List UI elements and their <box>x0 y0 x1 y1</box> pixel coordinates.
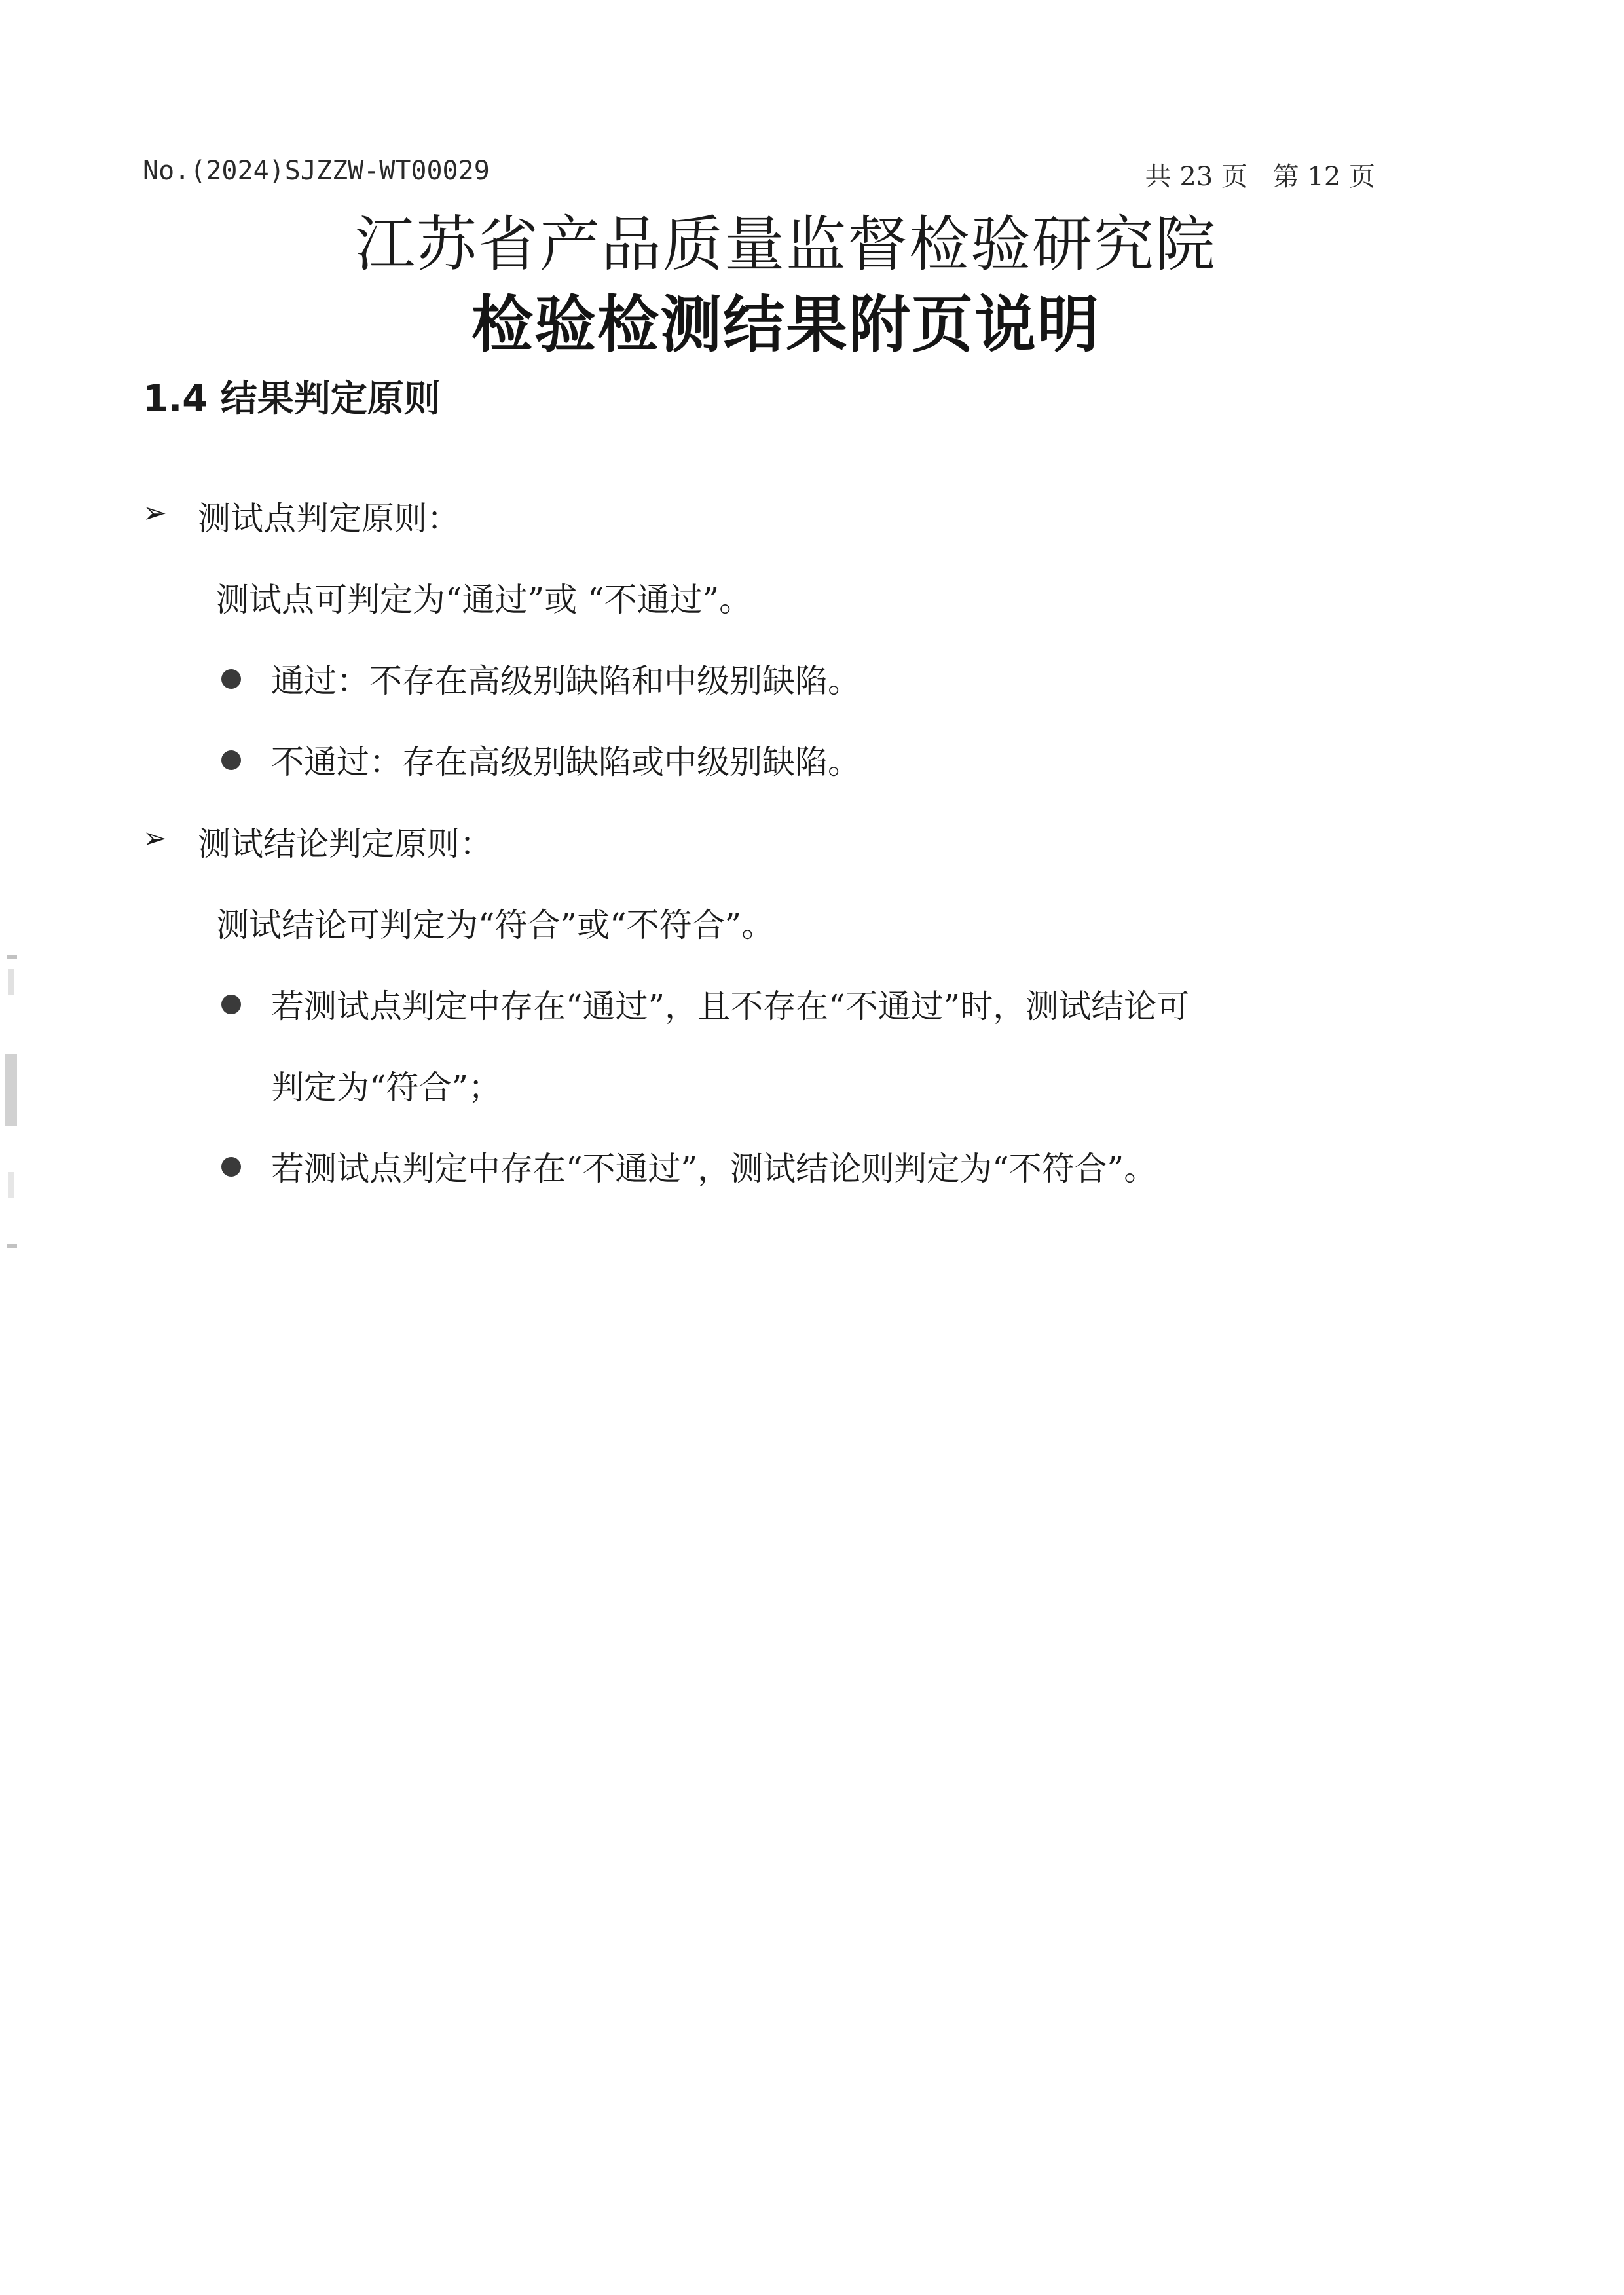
report-number: No.(2024)SJZZW-WT00029 <box>143 156 490 186</box>
rule-group-intro: 测试结论可判定为“符合”或“不符合”。 <box>216 906 775 944</box>
arrow-bullet-icon: ➢ <box>143 496 167 530</box>
bullet-dot-icon <box>221 995 241 1014</box>
bullet-dot-icon <box>221 669 241 689</box>
rule-group-title: 测试结论判定原则： <box>198 825 492 863</box>
page-number: 第 12 页 <box>1272 162 1375 192</box>
total-pages: 共 23 页 <box>1145 162 1247 192</box>
bullet-dot-icon <box>221 750 241 770</box>
rule-bullet: 若测试点判定中存在“不通过”，测试结论则判定为“不符合”。 <box>271 1150 1157 1188</box>
organization-title: 江苏省产品质量监督检验研究院 <box>354 210 1217 280</box>
page-info <box>1145 156 1375 193</box>
rule-bullet-continuation: 判定为“符合”； <box>271 1069 502 1107</box>
rule-bullet: 通过：不存在高级别缺陷和中级别缺陷。 <box>271 662 860 700</box>
section-heading: 1.4 结果判定原则 <box>143 378 441 420</box>
rule-bullet: 不通过：存在高级别缺陷或中级别缺陷。 <box>271 743 860 781</box>
bullet-dot-icon <box>221 1157 241 1177</box>
document-title: 检验检测结果附页说明 <box>471 289 1100 361</box>
arrow-bullet-icon: ➢ <box>143 822 167 855</box>
rule-bullet: 若测试点判定中存在“通过”，且不存在“不通过”时，测试结论可 <box>271 987 1190 1025</box>
rule-group-title: 测试点判定原则： <box>198 500 460 538</box>
rule-group-intro: 测试点可判定为“通过”或 “不通过”。 <box>216 581 752 619</box>
